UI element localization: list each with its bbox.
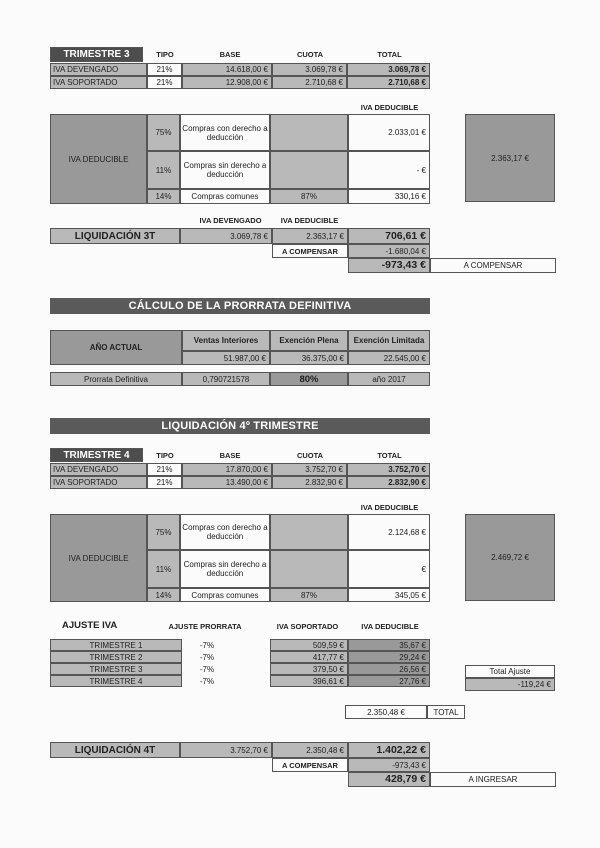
t3-title: TRIMESTRE 3 bbox=[50, 47, 143, 62]
t3-ded-pct-1: 75% bbox=[147, 114, 180, 151]
t3-liq-devengado: 3.069,78 € bbox=[180, 228, 272, 244]
t4-row-devengado-tipo: 21% bbox=[147, 463, 182, 476]
prorrata-h-ventas: Ventas Interiores bbox=[182, 330, 270, 351]
t3-ded-prorrata-1 bbox=[270, 114, 348, 151]
t3-liq-label: LIQUIDACIÓN 3T bbox=[50, 228, 180, 244]
prorrata-h-exencion-limitada: Exención Limitada bbox=[348, 330, 430, 351]
t4-ded-pct-2: 11% bbox=[147, 550, 180, 588]
liq4-devengado: 3.752,70 € bbox=[180, 742, 272, 758]
t3-row-soportado-label: IVA SOPORTADO bbox=[50, 76, 147, 89]
t3-ded-pct-3: 14% bbox=[147, 189, 180, 204]
prorrata-definitiva-label: Prorrata Definitiva bbox=[50, 372, 182, 386]
prorrata-v-exencion-limitada: 22.545,00 € bbox=[348, 351, 430, 365]
prorrata-definitiva-value: 0,790721578 bbox=[182, 372, 270, 386]
t3-deducible-label: IVA DEDUCIBLE bbox=[50, 114, 147, 204]
t4-col-tipo: TIPO bbox=[156, 451, 174, 460]
ajuste-row-3-pct: -7% bbox=[199, 664, 215, 674]
t3-row-devengado-label: IVA DEVENGADO bbox=[50, 63, 147, 76]
t3-liq-result: 706,61 € bbox=[348, 228, 430, 244]
t3-ded-prorrata-2 bbox=[270, 151, 348, 189]
t4-row-soportado-cuota: 2.832,90 € bbox=[272, 476, 347, 489]
ajuste-col-soportado: IVA SOPORTADO bbox=[276, 622, 339, 631]
t3-ded-value-1: 2.033,01 € bbox=[348, 114, 430, 151]
t3-final-label: A COMPENSAR bbox=[430, 258, 556, 273]
prorrata-h-exencion-plena: Exención Plena bbox=[270, 330, 348, 351]
t3-row-devengado-tipo: 21% bbox=[147, 63, 182, 76]
t4-deducible-header: IVA DEDUCIBLE bbox=[360, 503, 419, 512]
t3-row-devengado-cuota: 3.069,78 € bbox=[272, 63, 347, 76]
t4-ded-desc-3: Compras comunes bbox=[180, 588, 270, 602]
total-ajuste-value: -119,24 € bbox=[465, 678, 555, 691]
ajuste-row-2-soportado: 417,77 € bbox=[270, 651, 348, 663]
ajuste-total-label: TOTAL bbox=[427, 705, 465, 719]
ajuste-row-3-deducible: 26,56 € bbox=[348, 663, 430, 675]
ajuste-row-3-label: TRIMESTRE 3 bbox=[50, 663, 182, 675]
t3-row-soportado-tipo: 21% bbox=[147, 76, 182, 89]
t4-row-devengado-label: IVA DEVENGADO bbox=[50, 463, 147, 476]
t3-row-devengado-total: 3.069,78 € bbox=[347, 63, 430, 76]
t4-ded-value-2: € bbox=[348, 550, 430, 588]
ajuste-row-1-pct: -7% bbox=[199, 640, 215, 650]
t4-ded-value-3: 345,05 € bbox=[348, 588, 430, 602]
t4-deducible-label: IVA DEDUCIBLE bbox=[50, 514, 147, 602]
t3-ded-prorrata-3: 87% bbox=[270, 189, 348, 204]
t3-row-soportado-base: 12.908,00 € bbox=[182, 76, 272, 89]
ajuste-row-4-pct: -7% bbox=[199, 676, 215, 686]
liq4-banner: LIQUIDACIÓN 4º TRIMESTRE bbox=[50, 418, 430, 434]
t4-ded-prorrata-1 bbox=[270, 514, 348, 550]
t3-row-soportado-total: 2.710,68 € bbox=[347, 76, 430, 89]
t3-ded-desc-2: Compras sin derecho a deducción bbox=[180, 151, 270, 189]
prorrata-definitiva-pct: 80% bbox=[270, 372, 348, 386]
t4-row-devengado-cuota: 3.752,70 € bbox=[272, 463, 347, 476]
t4-deducible-total: 2.469,72 € bbox=[465, 514, 555, 601]
t3-liq-col-devengado: IVA DEVENGADO bbox=[199, 216, 262, 225]
t4-title: TRIMESTRE 4 bbox=[50, 448, 143, 462]
t3-liq-col-deducible: IVA DEDUCIBLE bbox=[280, 216, 339, 225]
t4-col-base: BASE bbox=[219, 451, 241, 460]
t3-row-soportado-cuota: 2.710,68 € bbox=[272, 76, 347, 89]
t4-ded-pct-1: 75% bbox=[147, 514, 180, 550]
liq4-label: LIQUIDACIÓN 4T bbox=[50, 742, 180, 758]
ajuste-row-1-deducible: 35,67 € bbox=[348, 639, 430, 651]
prorrata-anio-label: AÑO ACTUAL bbox=[50, 330, 182, 365]
liq4-result: 1.402,22 € bbox=[348, 742, 430, 758]
ajuste-col-prorrata: AJUSTE PRORRATA bbox=[168, 622, 242, 631]
t3-deducible-header: IVA DEDUCIBLE bbox=[360, 103, 419, 112]
liq4-deducible: 2.350,48 € bbox=[272, 742, 348, 758]
liq4-compensar-label: A COMPENSAR bbox=[272, 758, 348, 772]
t3-col-tipo: TIPO bbox=[156, 50, 174, 59]
t3-ded-desc-3: Compras comunes bbox=[180, 189, 270, 204]
ajuste-row-2-label: TRIMESTRE 2 bbox=[50, 651, 182, 663]
t4-ded-prorrata-3: 87% bbox=[270, 588, 348, 602]
t4-ded-prorrata-2 bbox=[270, 550, 348, 588]
ajuste-row-2-deducible: 29,24 € bbox=[348, 651, 430, 663]
prorrata-definitiva-year: año 2017 bbox=[348, 372, 430, 386]
liq4-compensar-value: -973,43 € bbox=[348, 758, 430, 772]
t3-col-total: TOTAL bbox=[377, 50, 402, 59]
liq4-final-value: 428,79 € bbox=[348, 772, 430, 787]
t3-col-base: BASE bbox=[219, 50, 241, 59]
t3-compensar-value: -1.680,04 € bbox=[348, 244, 430, 258]
ajuste-row-4-soportado: 396,61 € bbox=[270, 675, 348, 687]
t4-ded-desc-2: Compras sin derecho a deducción bbox=[180, 550, 270, 588]
t4-row-soportado-total: 2.832,90 € bbox=[347, 476, 430, 489]
t3-col-cuota: CUOTA bbox=[296, 50, 324, 59]
prorrata-v-ventas: 51.987,00 € bbox=[182, 351, 270, 365]
ajuste-row-1-label: TRIMESTRE 1 bbox=[50, 639, 182, 651]
t3-ded-pct-2: 11% bbox=[147, 151, 180, 189]
t3-row-devengado-base: 14.618,00 € bbox=[182, 63, 272, 76]
total-ajuste-label: Total Ajuste bbox=[465, 665, 555, 678]
ajuste-row-1-soportado: 509,59 € bbox=[270, 639, 348, 651]
t3-ded-value-2: - € bbox=[348, 151, 430, 189]
ajuste-col-deducible: IVA DEDUCIBLE bbox=[361, 622, 419, 631]
t4-row-devengado-total: 3.752,70 € bbox=[347, 463, 430, 476]
t4-row-soportado-tipo: 21% bbox=[147, 476, 182, 489]
ajuste-row-2-pct: -7% bbox=[199, 652, 215, 662]
t4-col-cuota: CUOTA bbox=[296, 451, 324, 460]
t3-deducible-total: 2.363,17 € bbox=[465, 114, 555, 202]
prorrata-v-exencion-plena: 36.375,00 € bbox=[270, 351, 348, 365]
t3-liq-deducible: 2.363,17 € bbox=[272, 228, 348, 244]
t4-col-total: TOTAL bbox=[377, 451, 402, 460]
t3-final-value: -973,43 € bbox=[348, 258, 430, 273]
t4-row-devengado-base: 17.870,00 € bbox=[182, 463, 272, 476]
ajuste-row-4-label: TRIMESTRE 4 bbox=[50, 675, 182, 687]
t4-ded-value-1: 2.124,68 € bbox=[348, 514, 430, 550]
ajuste-title: AJUSTE IVA bbox=[62, 620, 118, 631]
t3-compensar-label: A COMPENSAR bbox=[272, 244, 348, 258]
liq4-final-label: A INGRESAR bbox=[430, 772, 556, 787]
t4-ded-pct-3: 14% bbox=[147, 588, 180, 602]
ajuste-row-4-deducible: 27,76 € bbox=[348, 675, 430, 687]
ajuste-total-value: 2.350,48 € bbox=[345, 705, 427, 719]
ajuste-row-3-soportado: 379,50 € bbox=[270, 663, 348, 675]
prorrata-banner: CÁLCULO DE LA PRORRATA DEFINITIVA bbox=[50, 298, 430, 314]
t4-row-soportado-base: 13.490,00 € bbox=[182, 476, 272, 489]
t4-ded-desc-1: Compras con derecho a deducción bbox=[180, 514, 270, 550]
t4-row-soportado-label: IVA SOPORTADO bbox=[50, 476, 147, 489]
t3-ded-desc-1: Compras con derecho a deducción bbox=[180, 114, 270, 151]
t3-ded-value-3: 330,16 € bbox=[348, 189, 430, 204]
